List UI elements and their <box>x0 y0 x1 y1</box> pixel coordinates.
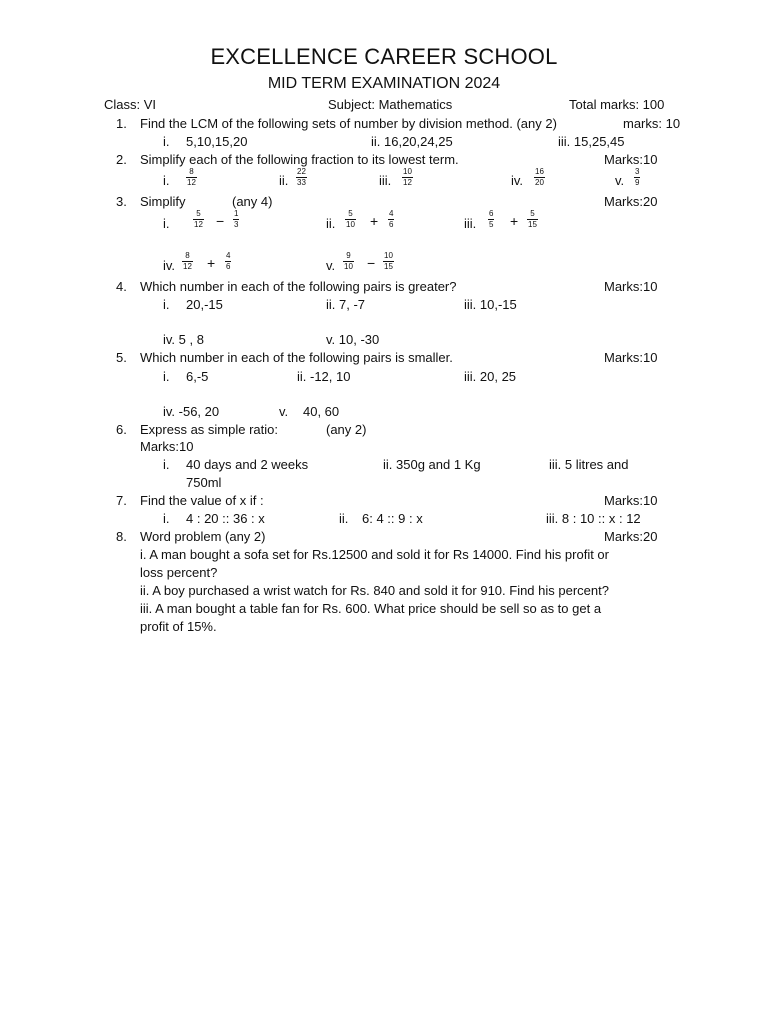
numerator: 9 <box>346 251 351 260</box>
numerator: 5 <box>196 209 201 218</box>
q1-part-i: 5,10,15,20 <box>186 134 248 149</box>
q2-fraction-v <box>634 167 640 188</box>
q5-part-v-label: v. <box>279 404 289 419</box>
q3-any: (any 4) <box>232 194 273 209</box>
denominator: 6 <box>389 220 394 229</box>
q5-part-iii: iii. 20, 25 <box>464 369 517 384</box>
q4-part-label: i. <box>163 297 170 312</box>
q4-part-iv: iv. 5 , 8 <box>163 332 204 347</box>
denominator: 5 <box>489 220 494 229</box>
q1-text: Find the LCM of the following sets of number by division method. (any 2) <box>140 116 557 131</box>
q2-fraction-iv <box>534 167 545 188</box>
q3-iii-fraction-a <box>488 209 494 230</box>
q3-v-fraction-b <box>383 251 394 272</box>
denominator: 10 <box>346 220 355 229</box>
q5-part-v: 40, 60 <box>303 404 340 419</box>
q1-number: 1. <box>116 116 127 131</box>
q3-number: 3. <box>116 194 127 209</box>
q4-part-v: v. 10, -30 <box>326 332 380 347</box>
denominator: 15 <box>528 220 537 229</box>
minus-operator: − <box>216 213 225 229</box>
denominator: 33 <box>297 178 306 187</box>
q8-line-2: loss percent? <box>140 565 218 580</box>
q2-label-iv: iv. <box>511 173 524 188</box>
q2-fraction-ii <box>296 167 307 188</box>
q6-marks: Marks:10 <box>140 439 194 454</box>
numerator: 5 <box>348 209 353 218</box>
q5-number: 5. <box>116 350 127 365</box>
school-name: EXCELLENCE CAREER SCHOOL <box>210 44 558 69</box>
q3-marks: Marks:20 <box>604 194 658 209</box>
q2-label-i: i. <box>163 173 170 188</box>
q4-text: Which number in each of the following pairs is greater? <box>140 279 457 294</box>
numerator: 10 <box>403 167 412 176</box>
numerator: 4 <box>226 251 231 260</box>
exam-title: MID TERM EXAMINATION 2024 <box>267 75 501 92</box>
denominator: 9 <box>635 178 640 187</box>
numerator: 4 <box>389 209 394 218</box>
q3-i-fraction-a <box>193 209 204 230</box>
numerator: 22 <box>297 167 306 176</box>
denominator: 10 <box>344 262 353 271</box>
q6-part-i: 40 days and 2 weeks <box>186 457 309 472</box>
total-marks: Total marks: 100 <box>569 97 665 112</box>
class-label: Class: VI <box>104 97 157 112</box>
q6-any: (any 2) <box>326 422 367 437</box>
q8-text: Word problem (any 2) <box>140 529 266 544</box>
q6-text: Express as simple ratio: <box>140 422 278 437</box>
q7-part-ii: 6: 4 :: 9 : x <box>362 511 423 526</box>
denominator: 6 <box>226 262 231 271</box>
q2-marks: Marks:10 <box>604 152 658 167</box>
numerator: 8 <box>185 251 190 260</box>
q4-part-iii: iii. 10,-15 <box>464 297 517 312</box>
denominator: 12 <box>403 178 412 187</box>
q3-label-v: v. <box>326 258 336 273</box>
q4-marks: Marks:10 <box>604 279 658 294</box>
q5-part-i: 6,-5 <box>186 369 209 384</box>
q6-number: 6. <box>116 422 127 437</box>
q3-iv-fraction-a <box>182 251 193 272</box>
denominator: 12 <box>183 262 192 271</box>
numerator: 6 <box>489 209 494 218</box>
q8-number: 8. <box>116 529 127 544</box>
q4-part-ii: ii. 7, -7 <box>326 297 366 312</box>
q1-marks: marks: 10 <box>623 116 681 131</box>
q6-part-iii: iii. 5 litres and <box>549 457 629 472</box>
numerator: 16 <box>535 167 544 176</box>
q8-line-4: iii. A man bought a table fan for Rs. 600. What price should be sell so as to get a <box>140 601 602 616</box>
q3-label-ii: ii. <box>326 216 336 231</box>
numerator: 5 <box>530 209 535 218</box>
q7-part-iii: iii. 8 : 10 :: x : 12 <box>546 511 641 526</box>
numerator: 10 <box>384 251 393 260</box>
q2-text: Simplify each of the following fraction to its lowest term. <box>140 152 459 167</box>
q1-part-ii: ii. 16,20,24,25 <box>371 134 453 149</box>
denominator: 12 <box>187 178 196 187</box>
q1-part-iii: iii. 15,25,45 <box>558 134 625 149</box>
q3-i-fraction-b <box>233 209 239 230</box>
q6-part-iii-cont: 750ml <box>186 475 222 490</box>
q2-fraction-i <box>186 167 197 188</box>
q3-ii-fraction-a <box>345 209 356 230</box>
numerator: 1 <box>234 209 239 218</box>
q2-fraction-iii <box>402 167 413 188</box>
numerator: 3 <box>635 167 640 176</box>
q5-part-label: i. <box>163 369 170 384</box>
q6-part-ii: ii. 350g and 1 Kg <box>383 457 481 472</box>
q7-text: Find the value of x if : <box>140 493 264 508</box>
minus-operator: − <box>367 255 376 271</box>
numerator: 8 <box>189 167 194 176</box>
q2-label-ii: ii. <box>279 173 289 188</box>
q3-iv-fraction-b <box>225 251 231 272</box>
q7-number: 7. <box>116 493 127 508</box>
q8-line-3: ii. A boy purchased a wrist watch for Rs. 840 and sold it for 910. Find his percent? <box>140 583 609 598</box>
q7-part-ii-label: ii. <box>339 511 349 526</box>
q8-marks: Marks:20 <box>604 529 658 544</box>
denominator: 20 <box>535 178 544 187</box>
q5-part-ii: ii. -12, 10 <box>297 369 351 384</box>
q3-label-i: i. <box>163 216 170 231</box>
q2-label-v: v. <box>615 173 625 188</box>
q2-number: 2. <box>116 152 127 167</box>
plus-operator: + <box>370 213 379 229</box>
q1-part-label: i. <box>163 134 170 149</box>
q5-text: Which number in each of the following pairs is smaller. <box>140 350 453 365</box>
q4-number: 4. <box>116 279 127 294</box>
q3-label-iii: iii. <box>464 216 477 231</box>
plus-operator: + <box>207 255 216 271</box>
denominator: 3 <box>234 220 239 229</box>
q4-part-i: 20,-15 <box>186 297 223 312</box>
q8-line-1: i. A man bought a sofa set for Rs.12500 and sold it for Rs 14000. Find his profit or <box>140 547 609 562</box>
q3-v-fraction-a <box>343 251 354 272</box>
subject-label: Subject: Mathematics <box>328 97 453 112</box>
q3-label-iv: iv. <box>163 258 176 273</box>
q2-label-iii: iii. <box>379 173 392 188</box>
q7-marks: Marks:10 <box>604 493 658 508</box>
q3-ii-fraction-b <box>388 209 394 230</box>
q5-part-iv: iv. -56, 20 <box>163 404 220 419</box>
q3-iii-fraction-b <box>527 209 538 230</box>
denominator: 15 <box>384 262 393 271</box>
q3-text: Simplify <box>140 194 186 209</box>
q6-part-label: i. <box>163 457 170 472</box>
denominator: 12 <box>194 220 203 229</box>
q7-part-i: 4 : 20 :: 36 : x <box>186 511 265 526</box>
q7-part-label: i. <box>163 511 170 526</box>
plus-operator: + <box>510 213 519 229</box>
q5-marks: Marks:10 <box>604 350 658 365</box>
q8-line-5: profit of 15%. <box>140 619 217 634</box>
